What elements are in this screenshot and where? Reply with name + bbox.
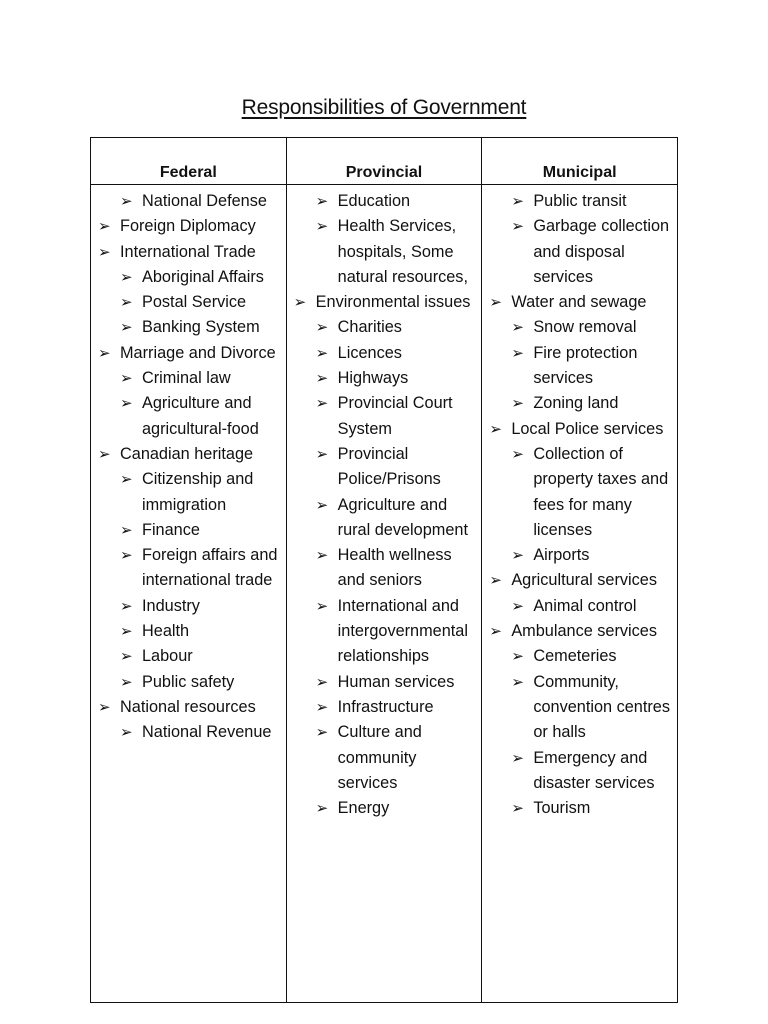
list-item — [511, 543, 675, 568]
list-item-text: Foreign affairs and international trade — [142, 546, 278, 590]
federal-list — [98, 189, 284, 746]
list-item — [316, 695, 480, 720]
list-item-text: Public safety — [142, 672, 235, 691]
list-item-text: Marriage and Divorce — [120, 343, 276, 362]
arrow-bullet-icon: ➢ — [315, 597, 329, 615]
list-item-text: Environmental issues — [315, 293, 471, 312]
list-item — [511, 746, 675, 797]
list-item-text: Culture and community services — [337, 723, 422, 792]
arrow-bullet-icon: ➢ — [511, 319, 524, 337]
arrow-bullet-icon: ➢ — [98, 218, 111, 236]
arrow-bullet-icon: ➢ — [511, 673, 524, 691]
arrow-bullet-icon: ➢ — [120, 193, 133, 210]
list-item-text: Health Services, hospitals, Some natural resources, — [337, 217, 468, 286]
arrow-bullet-icon: ➢ — [98, 445, 111, 463]
list-item — [120, 391, 284, 442]
table-header-row — [91, 138, 678, 185]
list-item-text: Canadian heritage — [120, 444, 254, 463]
list-item — [489, 290, 675, 315]
arrow-bullet-icon: ➢ — [315, 193, 329, 210]
list-item — [120, 315, 284, 340]
list-item-text: Agriculture and rural development — [337, 495, 468, 539]
list-item-text: Aboriginal Affairs — [142, 267, 264, 286]
arrow-bullet-icon: ➢ — [511, 749, 524, 767]
municipal-column — [482, 185, 678, 1003]
list-item — [120, 467, 284, 518]
list-item-text: Energy — [337, 799, 390, 818]
list-item-text: National resources — [120, 697, 256, 716]
list-item-text: National Defense — [142, 192, 267, 210]
arrow-bullet-icon: ➢ — [293, 294, 307, 312]
list-item-text: Water and sewage — [511, 293, 647, 312]
list-item — [511, 189, 675, 214]
arrow-bullet-icon: ➢ — [315, 800, 329, 818]
arrow-bullet-icon: ➢ — [511, 344, 524, 362]
list-item-text: Education — [337, 192, 411, 210]
list-item-text: Agriculture and agricultural-food — [142, 394, 259, 438]
list-item-text: Zoning land — [533, 394, 619, 413]
list-item-text: Emergency and disaster services — [533, 748, 655, 792]
list-item-text: Labour — [142, 647, 193, 666]
list-item — [294, 290, 480, 315]
arrow-bullet-icon: ➢ — [511, 597, 524, 615]
arrow-bullet-icon: ➢ — [120, 597, 133, 615]
arrow-bullet-icon: ➢ — [489, 572, 502, 590]
list-item-text: Health wellness and seniors — [337, 546, 452, 590]
list-item-text: Public transit — [533, 192, 627, 210]
arrow-bullet-icon: ➢ — [315, 724, 329, 742]
list-item — [120, 518, 284, 543]
list-item-text: Licences — [337, 343, 402, 362]
arrow-bullet-icon: ➢ — [120, 623, 133, 641]
arrow-bullet-icon: ➢ — [315, 496, 329, 514]
list-item — [316, 670, 480, 695]
arrow-bullet-icon: ➢ — [315, 370, 329, 388]
list-item-text: Tourism — [533, 799, 591, 818]
arrow-bullet-icon: ➢ — [120, 294, 133, 312]
list-item — [511, 796, 675, 821]
list-item — [316, 341, 480, 366]
arrow-bullet-icon: ➢ — [315, 395, 329, 413]
list-item-text: International and intergovernmental relationships — [337, 596, 468, 666]
list-item-text: Provincial Police/Prisons — [337, 444, 441, 489]
list-item — [489, 619, 675, 644]
list-item — [511, 315, 675, 340]
list-item-text: Foreign Diplomacy — [120, 217, 256, 236]
list-item — [489, 568, 675, 593]
list-item — [120, 265, 284, 290]
arrow-bullet-icon: ➢ — [511, 800, 524, 818]
list-item-text: Banking System — [142, 318, 260, 337]
list-item — [316, 543, 480, 594]
list-item — [316, 442, 480, 493]
list-item — [489, 417, 675, 442]
municipal-list — [489, 189, 675, 821]
list-item — [316, 189, 480, 214]
header-provincial: Provincial — [286, 138, 482, 185]
list-item — [316, 315, 480, 340]
list-item-text: Airports — [533, 546, 590, 565]
arrow-bullet-icon: ➢ — [315, 673, 329, 691]
list-item-text: Infrastructure — [337, 697, 434, 716]
arrow-bullet-icon: ➢ — [120, 673, 133, 691]
arrow-bullet-icon: ➢ — [315, 547, 329, 565]
list-item — [511, 391, 675, 416]
list-item-text: International Trade — [120, 242, 256, 261]
list-item — [316, 391, 480, 442]
list-item — [98, 240, 284, 265]
arrow-bullet-icon: ➢ — [98, 698, 111, 716]
arrow-bullet-icon: ➢ — [98, 243, 111, 261]
list-item — [120, 189, 284, 214]
arrow-bullet-icon: ➢ — [315, 698, 329, 716]
arrow-bullet-icon: ➢ — [315, 445, 329, 463]
arrow-bullet-icon: ➢ — [120, 547, 133, 565]
list-item — [98, 214, 284, 239]
arrow-bullet-icon: ➢ — [120, 521, 133, 539]
arrow-bullet-icon: ➢ — [489, 294, 502, 312]
list-item-text: Community, convention centres or halls — [533, 672, 670, 742]
arrow-bullet-icon: ➢ — [98, 344, 111, 362]
list-item — [98, 695, 284, 720]
arrow-bullet-icon: ➢ — [511, 445, 524, 463]
arrow-bullet-icon: ➢ — [120, 395, 133, 413]
provincial-list — [293, 189, 480, 821]
list-item-text: Highways — [337, 369, 409, 388]
list-item — [316, 720, 480, 796]
list-item — [316, 796, 480, 821]
arrow-bullet-icon: ➢ — [511, 218, 524, 236]
list-item — [316, 214, 480, 290]
list-item-text: Citizenship and immigration — [142, 470, 254, 514]
list-item — [98, 341, 284, 366]
document-title: Responsibilities of Government — [241, 96, 527, 119]
list-item — [316, 493, 480, 544]
list-item — [120, 366, 284, 391]
table-body-row — [91, 185, 678, 1003]
arrow-bullet-icon: ➢ — [120, 268, 133, 286]
list-item — [120, 290, 284, 315]
list-item-text: Snow removal — [533, 318, 637, 337]
arrow-bullet-icon: ➢ — [489, 420, 502, 438]
list-item — [120, 670, 284, 695]
list-item-text: Charities — [337, 318, 402, 337]
header-federal: Federal — [91, 138, 287, 185]
arrow-bullet-icon: ➢ — [315, 319, 329, 337]
list-item-text: Health — [142, 622, 190, 641]
arrow-bullet-icon: ➢ — [120, 724, 133, 742]
arrow-bullet-icon: ➢ — [511, 547, 524, 565]
list-item-text: National Revenue — [142, 723, 272, 742]
arrow-bullet-icon: ➢ — [120, 648, 133, 666]
list-item-text: Cemeteries — [533, 647, 617, 666]
list-item-text: Postal Service — [142, 293, 247, 312]
list-item — [120, 594, 284, 619]
list-item — [120, 720, 284, 745]
list-item-text: Provincial Court System — [337, 394, 453, 438]
list-item — [511, 670, 675, 746]
list-item-text: Garbage collection and disposal services — [533, 217, 670, 286]
arrow-bullet-icon: ➢ — [315, 344, 329, 362]
list-item — [511, 644, 675, 669]
list-item-text: Human services — [337, 672, 455, 691]
list-item-text: Local Police services — [511, 419, 664, 438]
arrow-bullet-icon: ➢ — [511, 395, 524, 413]
list-item-text: Criminal law — [142, 369, 231, 388]
arrow-bullet-icon: ➢ — [120, 319, 133, 337]
list-item — [316, 366, 480, 391]
list-item — [511, 594, 675, 619]
arrow-bullet-icon: ➢ — [489, 623, 502, 641]
header-municipal: Municipal — [482, 138, 678, 185]
responsibilities-table — [90, 137, 678, 1003]
list-item — [120, 644, 284, 669]
list-item-text: Collection of property taxes and fees for many licenses — [533, 444, 669, 539]
list-item — [120, 619, 284, 644]
list-item — [120, 543, 284, 594]
list-item-text: Industry — [142, 596, 200, 615]
arrow-bullet-icon: ➢ — [120, 370, 133, 388]
list-item — [511, 341, 675, 392]
arrow-bullet-icon: ➢ — [511, 193, 524, 210]
list-item-text: Fire protection services — [533, 343, 638, 388]
list-item — [511, 214, 675, 290]
list-item — [511, 442, 675, 543]
arrow-bullet-icon: ➢ — [315, 218, 329, 236]
list-item — [98, 442, 284, 467]
list-item-text: Animal control — [533, 596, 637, 615]
list-item-text: Finance — [142, 520, 200, 539]
list-item-text: Ambulance services — [511, 622, 658, 641]
federal-column — [91, 185, 287, 1003]
arrow-bullet-icon: ➢ — [120, 471, 133, 489]
list-item-text: Agricultural services — [511, 571, 657, 590]
provincial-column — [286, 185, 482, 1003]
list-item — [316, 594, 480, 670]
arrow-bullet-icon: ➢ — [511, 648, 524, 666]
